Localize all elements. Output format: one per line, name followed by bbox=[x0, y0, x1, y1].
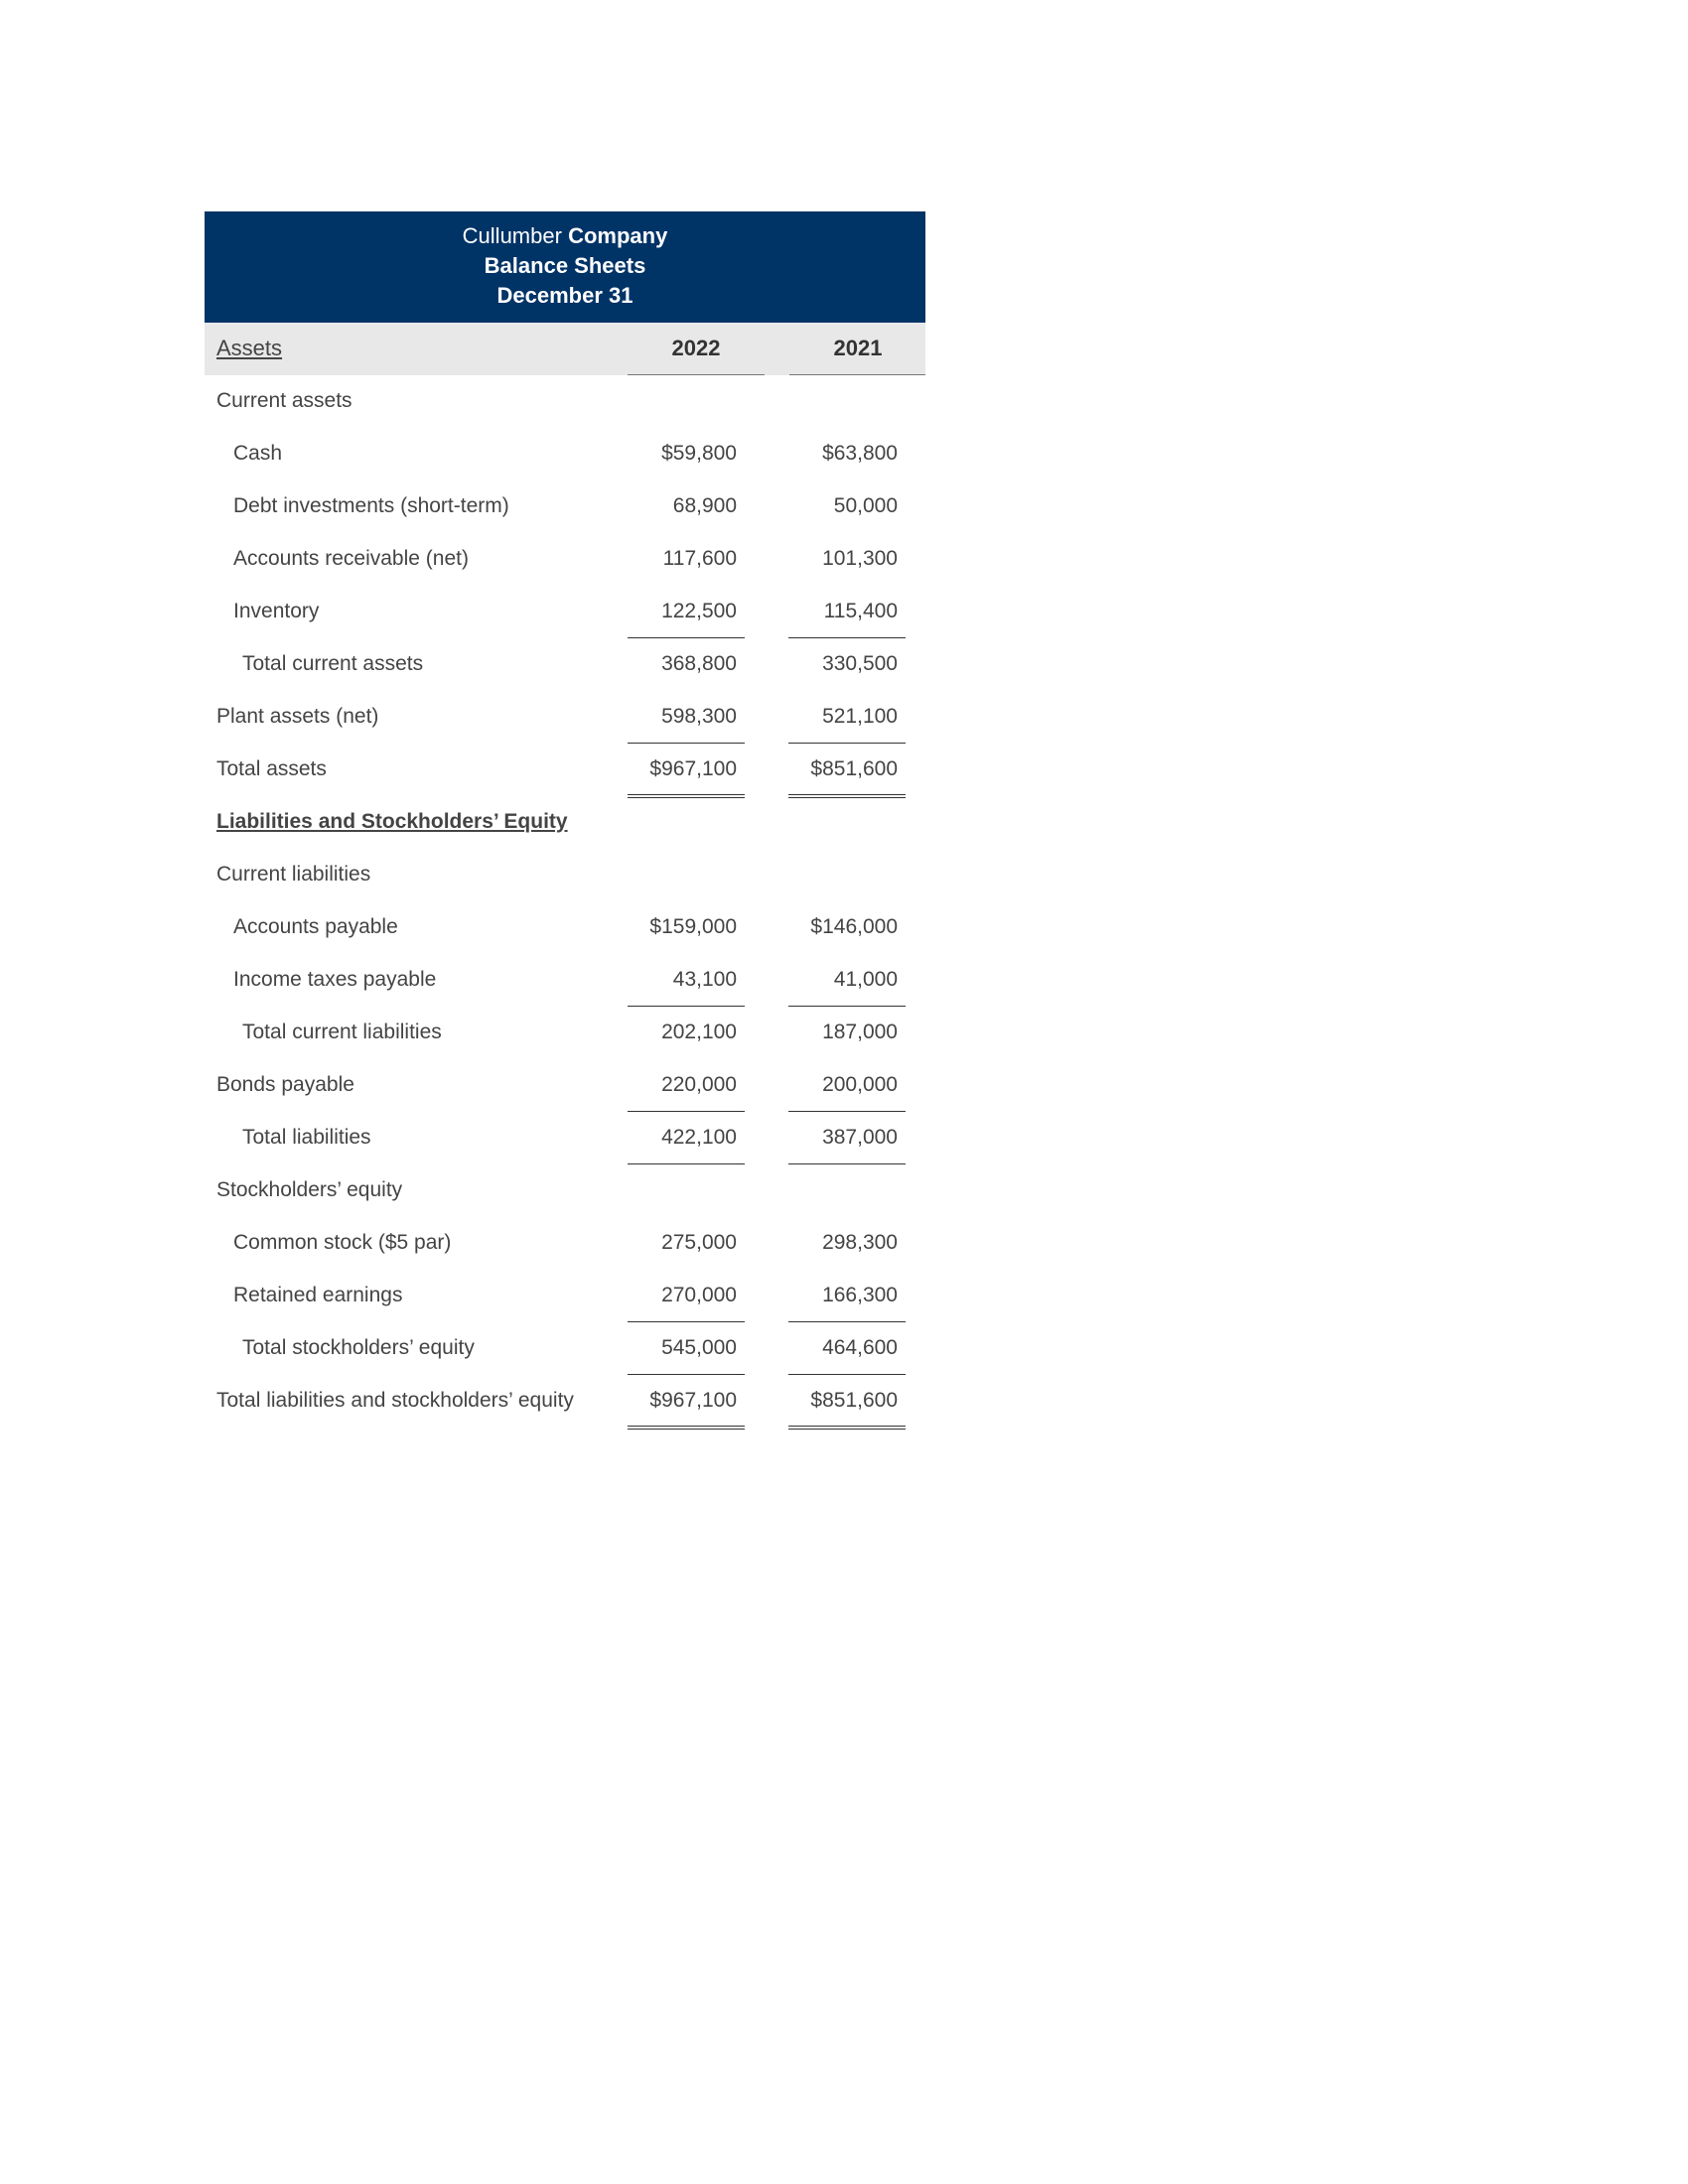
value-2021: 187,000 bbox=[822, 1021, 898, 1043]
value-2021: 166,300 bbox=[822, 1284, 898, 1306]
value-2022: 368,800 bbox=[661, 652, 737, 675]
line-item-label: Total stockholders’ equity bbox=[242, 1336, 475, 1359]
year-2022-header: 2022 bbox=[671, 336, 721, 360]
line-item-label: Common stock ($5 par) bbox=[233, 1231, 452, 1254]
line-item-label: Debt investments (short-term) bbox=[233, 494, 509, 517]
line-item-label: Stockholders’ equity bbox=[216, 1178, 403, 1201]
year-2021-header: 2021 bbox=[833, 336, 883, 360]
column-header-row bbox=[205, 323, 925, 375]
table-row bbox=[205, 954, 925, 1007]
table-row bbox=[205, 428, 925, 480]
value-2021: 330,500 bbox=[822, 652, 898, 675]
line-items bbox=[205, 375, 925, 1428]
table-row bbox=[205, 375, 925, 428]
line-item-label: Total current assets bbox=[242, 652, 424, 675]
table-row bbox=[205, 796, 925, 849]
line-item-label: Plant assets (net) bbox=[216, 705, 379, 728]
statement-date: December 31 bbox=[496, 283, 633, 308]
table-row bbox=[205, 586, 925, 638]
line-item-label: Retained earnings bbox=[233, 1284, 403, 1306]
line-item-label: Current assets bbox=[216, 389, 352, 412]
value-2021: $146,000 bbox=[810, 915, 898, 938]
value-2021: $63,800 bbox=[822, 442, 898, 465]
table-row bbox=[205, 1112, 925, 1164]
value-2022: $967,100 bbox=[649, 1389, 737, 1412]
table-row bbox=[205, 1270, 925, 1322]
value-2021: 41,000 bbox=[833, 968, 898, 991]
line-item-label: Total liabilities bbox=[242, 1126, 371, 1149]
line-item-label: Inventory bbox=[233, 600, 320, 622]
value-2022: 422,100 bbox=[661, 1126, 737, 1149]
table-row bbox=[205, 691, 925, 744]
value-2022: $967,100 bbox=[649, 757, 737, 780]
table-row bbox=[205, 533, 925, 586]
value-2021: $851,600 bbox=[810, 1389, 898, 1412]
double-underline bbox=[628, 1426, 745, 1430]
table-row bbox=[205, 1007, 925, 1059]
double-underline bbox=[788, 1426, 906, 1430]
value-2022: 117,600 bbox=[662, 547, 737, 570]
table-row bbox=[205, 480, 925, 533]
value-2022: $159,000 bbox=[649, 915, 737, 938]
value-2022: 545,000 bbox=[661, 1336, 737, 1359]
title-block bbox=[205, 221, 925, 311]
table-row bbox=[205, 744, 925, 796]
line-item-label: Accounts receivable (net) bbox=[233, 547, 469, 570]
line-item-label: Total liabilities and stockholders’ equity bbox=[216, 1389, 574, 1412]
value-2021: 521,100 bbox=[822, 705, 898, 728]
value-2022: 270,000 bbox=[661, 1284, 737, 1306]
statement-title: Balance Sheets bbox=[484, 253, 646, 278]
line-item-label: Total current liabilities bbox=[242, 1021, 442, 1043]
table-row bbox=[205, 1217, 925, 1270]
value-2022: 122,500 bbox=[661, 600, 737, 622]
line-item-label: Current liabilities bbox=[216, 863, 371, 886]
value-2021: $851,600 bbox=[810, 757, 898, 780]
value-2021: 387,000 bbox=[822, 1126, 898, 1149]
table-row bbox=[205, 849, 925, 901]
value-2022: 275,000 bbox=[661, 1231, 737, 1254]
value-2022: $59,800 bbox=[661, 442, 737, 465]
section-heading: Liabilities and Stockholders’ Equity bbox=[216, 810, 568, 833]
table-row bbox=[205, 901, 925, 954]
company-name-first: Cullumber bbox=[462, 223, 562, 248]
value-2022: 598,300 bbox=[661, 705, 737, 728]
value-2022: 43,100 bbox=[672, 968, 737, 991]
line-item-label: Total assets bbox=[216, 757, 327, 780]
value-2021: 115,400 bbox=[823, 600, 898, 622]
line-item-label: Cash bbox=[233, 442, 283, 465]
value-2022: 220,000 bbox=[661, 1073, 737, 1096]
line-item-label: Accounts payable bbox=[233, 915, 398, 938]
value-2021: 200,000 bbox=[822, 1073, 898, 1096]
assets-header: Assets bbox=[216, 336, 283, 360]
company-name bbox=[205, 221, 925, 251]
table-row bbox=[205, 1164, 925, 1217]
value-2022: 202,100 bbox=[661, 1021, 737, 1043]
line-item-label: Bonds payable bbox=[216, 1073, 354, 1096]
value-2021: 464,600 bbox=[822, 1336, 898, 1359]
table-row bbox=[205, 1375, 925, 1428]
company-name-second: Company bbox=[568, 223, 668, 248]
value-2021: 298,300 bbox=[822, 1231, 898, 1254]
value-2021: 50,000 bbox=[833, 494, 898, 517]
table-row bbox=[205, 1059, 925, 1112]
value-2021: 101,300 bbox=[822, 547, 898, 570]
balance-sheet bbox=[205, 211, 925, 1428]
title-banner bbox=[205, 211, 925, 323]
table-row bbox=[205, 638, 925, 691]
table-row bbox=[205, 1322, 925, 1375]
line-item-label: Income taxes payable bbox=[233, 968, 437, 991]
value-2022: 68,900 bbox=[672, 494, 737, 517]
